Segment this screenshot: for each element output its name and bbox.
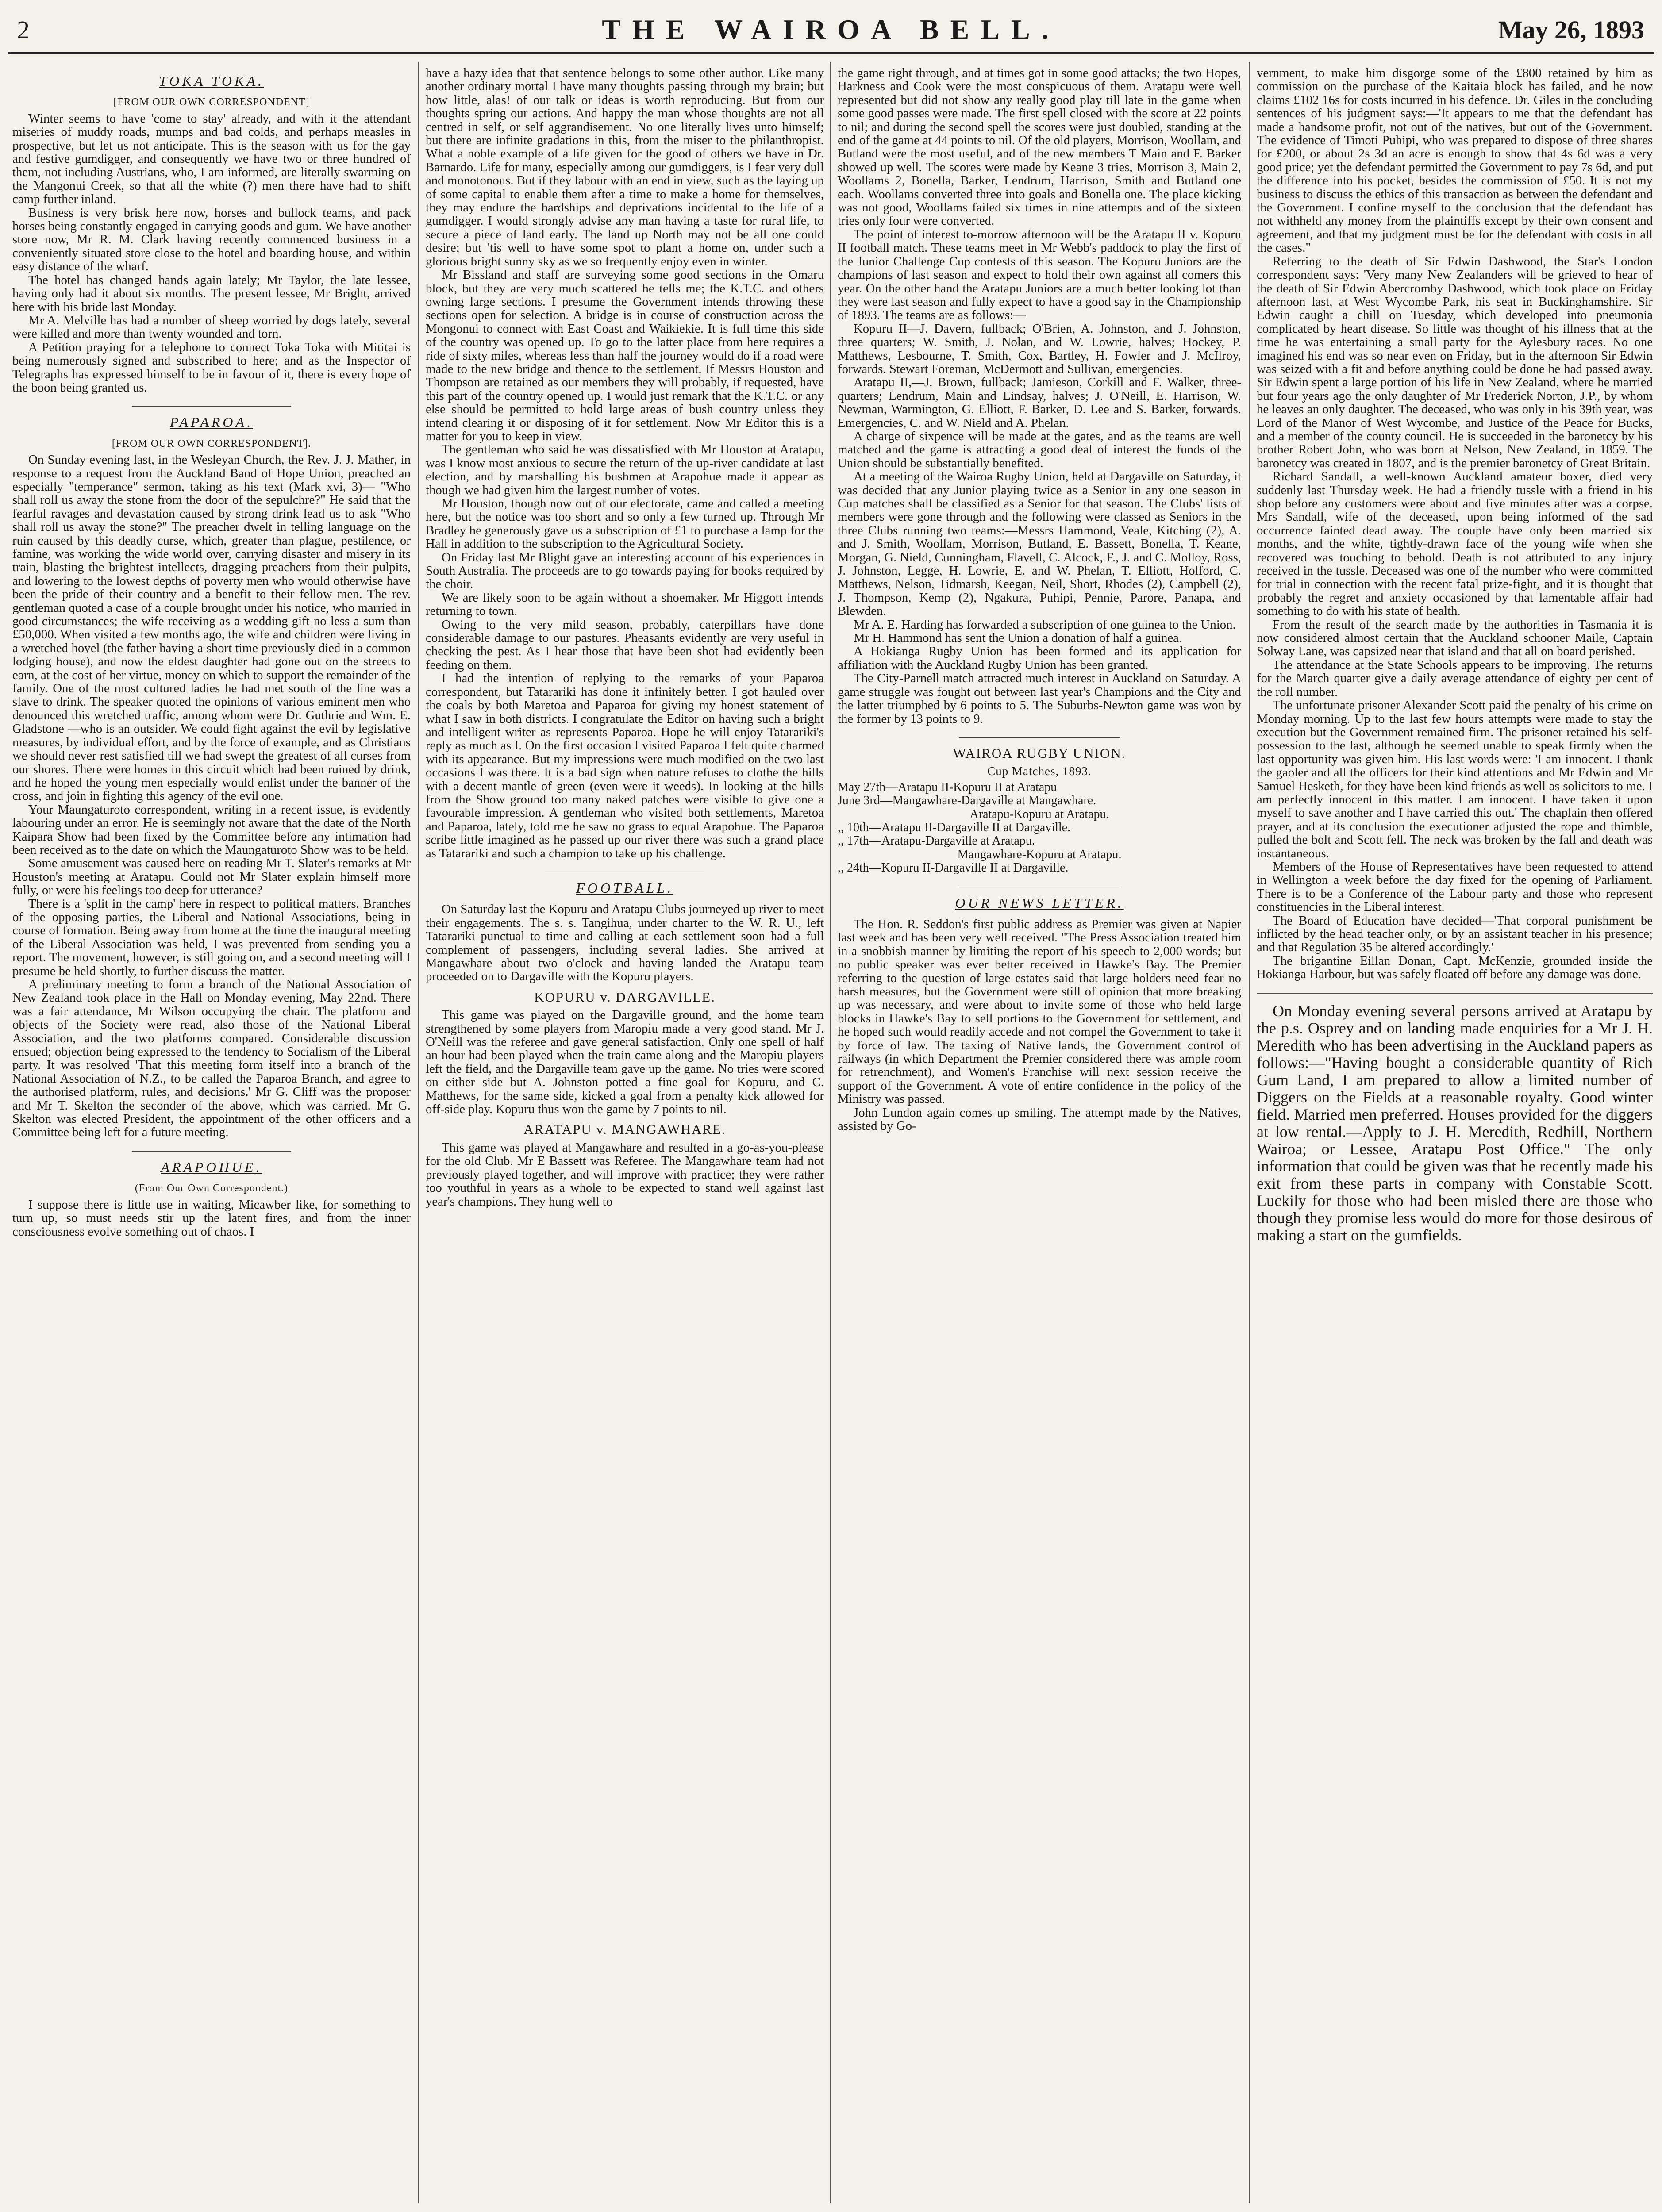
fixture-item: Aratapu-Kopuru at Aratapu. [970, 807, 1109, 821]
column-3 [838, 66, 1241, 2199]
article-paragraph: At a meeting of the Wairoa Rugby Union, held at Dargaville on Saturday, it was decided that any Junior playing twice as a Senior in any one season in Cup matches shall be classified as a Senior for that season. The Clubs' lists of members were gone through and the following were classed as Seniors in the three Clubs running two teams:—Messrs Hammond, Veale, Kitching (2), A. and J. Smith, Woollam, Morrison, Butland, E. Bassett, Bonella, T. Keane, Morgan, G. Nield, Cunningham, Flavell, C. Alcock, F., J. and C. Molloy, Ross, J. Johnston, Legge, H. Lowrie, E. and W. Phelan, T. Elliott, Holford, C. Matthews, Nelson, Tidmarsh, Keegan, Neil, Short, Rhodes (2), Campbell (2), J. Thompson, Kemp (2), Ngakura, Puhipi, Pennie, Parore, Panapa, and Blewden. [838, 469, 1241, 618]
article-paragraph: The point of interest to-morrow afternoon will be the Aratapu II v. Kopuru II football match. These teams meet in Mr Webb's paddock to play the first of the Junior Challenge Cup contests of this season. The Kopuru Juniors are the champions of last season and expect to hold their own against all comers this year. On the other hand the Aratapu Juniors are a much better looking lot than they were last season and fully expect to have a good say in the Championship of 1893. The teams are as follows:— [838, 227, 1241, 323]
issue-date: May 26, 1893 [1498, 15, 1644, 44]
article-paragraph: Owing to the very mild season, probably, caterpillars have done considerable damage to our pastures. Pheasants evidently are very useful in checking the pest. As I hear those that have been shot had evidently been feeding on them. [426, 617, 824, 672]
fixture-item: ,, 10th—Aratapu II-Dargaville II at Dargaville. [838, 820, 1071, 834]
fixture-item: ,, 17th—Aratapu-Dargaville at Aratapu. [838, 834, 1035, 848]
subheading-aratapu-mangawhare: ARATAPU v. MANGAWHARE. [523, 1121, 726, 1137]
fixture-item: Mangawhare-Kopuru at Aratapu. [957, 847, 1122, 861]
page-number: 2 [17, 15, 30, 44]
article-paragraph: Mr Houston, though now out of our electorate, came and called a meeting here, but the notice was too short and so only a few turned up. Through Mr Bradley he generously gave us a subscription of £1 to purchase a lamp for the Hall in addition to the subscription to the Agricultural Society. [426, 496, 824, 551]
fixtures-subtitle: Cup Matches, 1893. [987, 764, 1092, 778]
article-paragraph: The City-Parnell match attracted much interest in Auckland on Saturday. A game struggle was fought out between last year's Champions and the City and the latter triumphed by 6 points to 5. The Suburbs-Newton game was won by the former by 13 points to 9. [838, 671, 1241, 726]
article-paragraph: Business is very brisk here now, horses and bullock teams, and pack horses being constantly engaged in carrying goods and gum. We have another store now, Mr R. M. Clark having recently commenced business in a conveniently situated store close to the hotel and boarding house, and within easy distance of the wharf. [12, 205, 411, 274]
section-heading-news-letter: OUR NEWS LETTER. [955, 895, 1124, 911]
article-paragraph: This game was played on the Dargaville ground, and the home team strengthened by some players from Maropiu made a very good stand. Mr J. O'Neill was the referee and gave general satisfaction. Only one spell of half an hour had been played when the train came along and the Maropiu players left the field, and the Dargaville team gave up the game. No tries were scored on either side but A. Johnston potted a fine goal for Kopuru, and C. Matthews, for the same side, kicked a goal from a penalty kick allowed for off-side play. Kopuru thus won the game by 7 points to nil. [426, 1008, 824, 1117]
column-divider [830, 62, 831, 2203]
article-paragraph: The brigantine Eillan Donan, Capt. McKenzie, grounded inside the Hokianga Harbour, but was safely floated off before any damage was done. [1257, 953, 1653, 982]
section-divider [1257, 993, 1653, 994]
section-divider [132, 406, 291, 407]
article-paragraph: Mr A. E. Harding has forwarded a subscription of one guinea to the Union. [854, 617, 1236, 632]
article-paragraph: vernment, to make him disgorge some of the £800 retained by him as commission on the purchase of the Kaitaia block has failed, and he now claims £102 16s for costs incurred in his defence. Dr. Giles in the concluding sentences of his judgment says:—'It appears to me that the defendant has made a handsome profit, not out of the natives, but out of the Government. The evidence of Timoti Puhipi, who was prepared to dispose of three shares for £200, or about 2s 3d an acre is enough to show that 4s 6d was a very good price; yet the defendant permitted the Government to pay 7s 6d, and put the difference into his pocket, besides the commission of £50. It is not my business to discuss the ethics of this transaction as between the defendant and the Government. I confine myself to the conclusion that the defendant has not withheld any money from the plaintiffs except by their own consent and agreement, and that my judgment must be for the defendant with costs in all the cases." [1257, 66, 1653, 255]
article-paragraph: Mr H. Hammond has sent the Union a donation of half a guinea. [854, 631, 1182, 645]
article-paragraph: On Saturday last the Kopuru and Aratapu Clubs journeyed up river to meet their engagements. The s. s. Tangihua, under charter to the W. R. U., left Tatarariki punctual to time and calling at each settlement soon had a full complement of passengers, including several ladies. She arrived at Mangawhare about two o'clock and having landed the Aratapu team proceeded on to Dargaville with the Kopuru players. [426, 902, 824, 984]
article-paragraph: Richard Sandall, a well-known Auckland amateur boxer, died very suddenly last Thursday week. He had a friendly tussle with a friend in his shop before any customers were about and five minutes after was a corpse. Mrs Sandall, wife of the deceased, upon being informed of the sad occurrence fainted dead away. The couple have only been married six months, and the white, tightly-drawn face of the young wife when she recovered was touching to behold. Death is not attributed to any injury received in the tussle. Deceased was one of the number who were committed for trial in connection with the recent fatal prize-fight, and it is thought that probably the regret and anxiety occasioned by that lamentable affair had something to do with his state of health. [1257, 469, 1653, 618]
article-paragraph: From the result of the search made by the authorities in Tasmania it is now considered almost certain that the Auckland schooner Maile, Captain Solway Lane, was capsized near that island and that all on board perished. [1257, 617, 1653, 659]
column-2 [426, 66, 824, 2199]
team-list: Kopuru II—J. Davern, fullback; O'Brien, A. Johnston, and J. Johnston, three quarters; W. Smith, J. Nolan, and W. Lowrie, halves; Hockey, P. Matthews, Lesbourne, T. Smith, Cox, Bartley, H. Fowler and J. McIlroy, forwards. Stewart Foreman, McDermott and Sullivan, emergencies. [838, 321, 1241, 376]
subheading-kopuru-dargaville: KOPURU v. DARGAVILLE. [534, 989, 716, 1005]
fixture-item: June 3rd—Mangawhare-Dargaville at Mangawhare. [838, 794, 1096, 808]
article-paragraph: Winter seems to have 'come to stay' already, and with it the attendant miseries of muddy roads, mumps and bad colds, and perhaps measles in prospective, but let us not anticipate. This is the season with us for the gay and festive gumdigger, and consequently we have two or three hundred of them, not including Austrians, who, I am informed, are literally swarming on the Mangonui Creek, so that all the white (?) men there have had to shift camp further inland. [12, 111, 411, 207]
article-paragraph: Mr Bissland and staff are surveying some good sections in the Omaru block, but they are very much scattered he tells me; the K.T.C. and others owning large sections. I presume the Government intends throwing these sections open for selection. A bridge is in course of construction across the Mongonui to connect with East Coast and Waikiekie. It is full time this side of the country was opened up. To go to the latter place from here requires a ride of sixty miles, whereas less than half the journey would do if a road were made to the new bridge and thence to the settlement. If Messrs Houston and Thompson are retained as our members they will probably, if requested, have this part of the country opened up. I would just remark that the K.T.C. or any else should be permitted to hold large areas of bush country unless they intend clearing it or disposing of it for settlement. Now Mr Editor this is a matter for you to keep in view. [426, 268, 824, 443]
article-paragraph: The unfortunate prisoner Alexander Scott paid the penalty of his crime on Monday morning. Up to the last few hours attempts were made to stay the execution but the Government remained firm. The prisoner retained his self-possession to the last, although he seemed unable to speak firmly when the last opportunity was given him. His last words were: 'I am innocent. I thank the gaoler and all the officers for their kind attentions and Mr Edwin and Mr Samuel Hesketh, for they have been kind friends as well as solicitors to me. I am perfectly innocent in this matter. I am innocent. I have taken it upon myself to save another and I have carried this out.' The chaplain then offered prayer, and at its conclusion the executioner adjusted the rope and thimble, pulled the bolt and Scott fell. The neck was broken by the fall and death was instantaneous. [1257, 698, 1653, 860]
article-paragraph: I suppose there is little use in waiting, Micawber like, for something to turn up, so must needs stir up the latent fires, and from the inner consciousness evolve something out of chaos. I [12, 1197, 411, 1239]
article-paragraph: The Hon. R. Seddon's first public address as Premier was given at Napier last week and has been very well received. "The Press Association treated him in a snobbish manner by limiting the report of his speech to 2,000 words; but no public speaker was ever better received in Hawke's Bay. The Premier referring to the question of large estates said that large holders need fear no harsh measures, but the Government were still of opinion that more breaking up was necessary, and were about to invite some of those who held large blocks in Hawke's Bay to sell portions to the Government for settlement, and he hoped such would readily accede and not compel the Government to take it by force of law. The taxing of Native lands, the Government control of railways (in which Department the Premier considered there was ample room for retrenchment), and Women's Franchise will next session receive the support of the Government. A vote of entire confidence in the policy of the Ministry was passed. [838, 917, 1241, 1106]
article-paragraph: I had the intention of replying to the remarks of your Paparoa correspondent, but Tatarariki has done it infinitely better. I got hauled over the coals by both Maretoa and Paparoa for giving my honest statement of what I saw in both districts. I congratulate the Editor on having such a bright and intelligent writer as represents Paparoa. Hope he will enjoy Tatarariki's reply as much as I. On the first occasion I visited Paparoa I felt quite charmed with its appearance. But my impressions were much modified on the two last occasions I was there. It is a bad sign when nature refuses to clothe the hills with a decent mantle of green (even were it weeds). In looking at the hills from the Show ground too many naked patches were visible to give one a favourable impression. A gentleman who visited both settlements, Maretoa and Paparoa, lately, told me he saw no grass to equal Arapohue. The Paparoa scribe little imagined as he passed up our river there was such a grand place as Tatarariki and such a champion to take up his challenge. [426, 671, 824, 860]
article-paragraph: On Sunday evening last, in the Wesleyan Church, the Rev. J. J. Mather, in response to a request from the Auckland Band of Hope Union, preached an especially "temperance" sermon, taking as his text (Mark xvi, 3)— "Who shall roll us away the stone from the door of the sepulchre?" He said that the fearful ravages and devastation caused by strong drink lead us to ask "Who shall roll us away the stone?" The preacher dwelt in telling language on the ruin caused by this deadly curse, which, greater than plague, pestilence, or famine, was working the wide world over, carrying disaster and misery in its train, blasting the brightest intellects, dragging preachers from their pulpits, and lowering to the lowest depths of poverty men who would otherwise have been the pride of their country and a benefit to their fellow men. The rev. gentleman quoted a case of a couple brought under his notice, who married in good circumstances; the wife receiving as a wedding gift no less a sum than £50,000. When visited a few months ago, the wife and children were living in a wretched hovel (the father having a short time previously died in a common lodging house), and now the eldest daughter had gone out on the streets to earn, at the cost of her virtue, money on which to support the remainder of the family. One of the most cultured ladies he had met south of the line was a slave to drink. The speaker quoted the opinions of various eminent men who denounced this wretched traffic, among whom were Dr. Guthrie and Wm. E. Gladstone —who is an outsider. We could fight against the evil by legislative measures, by individual effort, and by the force of example, and as Christians we should never rest satisfied till we had swept the greatest of all curses from our shores. There were homes in this circuit which had been ruined by drink, and he hoped the young men especially would enlist under the banner of the cross, and join in fighting this agency of the evil one. [12, 453, 411, 803]
team-list: Aratapu II,—J. Brown, fullback; Jamieson, Corkill and F. Walker, three-quarters; Lendrum, Main and Lindsay, halves; J. O'Neill, E. Harrison, W. Newman, Warmington, G. Elliott, F. Barker, D. Lee and S. Barker, forwards. Emergencies, C. and W. Nield and A. Phelan. [838, 375, 1241, 430]
masthead-rule [8, 52, 1654, 54]
article-paragraph: John Lundon again comes up smiling. The attempt made by the Natives, assisted by Go- [838, 1105, 1241, 1133]
advertisement-notice: On Monday evening several persons arrived at Aratapu by the p.s. Osprey and on landing made enquiries for a Mr J. H. Meredith who has been advertising in the Auckland papers as follows:—"Having bought a considerable quantity of Rich Gum Land, I am prepared to allow a limited number of Diggers on the Fields at a reasonable royalty. Good winter field. Married men preferred. Houses provided for the diggers at low rental.—Apply to J. H. Meredith, Redhill, Northern Wairoa; or Lessee, Aratapu Post Office." The only information that could be given was that he recently made his exit from these parts in company with Constable Scott. Luckily for those who had been misled there are those who though they promise less would do more for those desirous of making a start on the gumfields. [1257, 1002, 1653, 1244]
subheading-wairoa-rugby-union: WAIROA RUGBY UNION. [953, 745, 1126, 761]
article-paragraph: A Petition praying for a telephone to connect Toka Toka with Mititai is being numerously signed and subscribed to here; and as the Inspector of Telegraphs has expressed himself to be in favour of it, there is every hope of the boon being granted us. [12, 340, 411, 395]
fixture-list [838, 781, 1241, 875]
section-heading-toka-toka: TOKA TOKA. [159, 73, 264, 89]
article-paragraph: A Hokianga Rugby Union has been formed and its application for affiliation with the Auckland Rugby Union has been granted. [838, 644, 1241, 672]
article-paragraph: Your Maungaturoto correspondent, writing in a recent issue, is evidently labouring under an error. He is seemingly not aware that the date of the North Kaipara Show had been fixed by the Committee before any intimation had been received as to the date on which the Maungaturoto Show was to be held. [12, 802, 411, 857]
fixture-item: May 27th—Aratapu II-Kopuru II at Aratapu [838, 780, 1057, 794]
article-paragraph: Referring to the death of Sir Edwin Dashwood, the Star's London correspondent says: 'Very many New Zealanders will be grieved to hear of the death of Sir Edwin Abercromby Dashwood, which took place on Friday afternoon last, at West Wycombe Park, his seat in Buckinghamshire. Sir Edwin caught a chill on Tuesday, which developed into pneumonia complicated by heart disease. So little was thought of his illness that at the time he was entertaining a small party for the Aylesbury races. No one imagined his end was so near even on Friday, but in the afternoon Sir Edwin was seized with a fit and before anything could be done he had passed away. Sir Edwin spent a large portion of his life in New Zealand, where he married but four years ago the only daughter of Mr Frederick Norton, J.P., by whom he leaves an only daughter. The deceased, who was only in his 39th year, was Lord of the Manor of West Wycombe, and Justice of the Peace for Bucks, and a member of the county council. He is succeeded in the baronetcy by his brother Robert John, who was born at Nelson, New Zealand, in 1859. The baronetcy was created in 1807, and is the premier baronetcy of Great Britain. [1257, 254, 1653, 470]
article-paragraph: There is a 'split in the camp' here in respect to political matters. Branches of the opposing parties, the Liberal and National Associations, being in course of formation. Being away from home at the time the inaugural meeting of the Liberal Association was held, I was prevented from sending you a report. The movement, however, is still going on, and a second meeting will I presume be held shortly, to further discuss the matter. [12, 896, 411, 978]
column-divider [418, 62, 419, 2203]
article-paragraph: Some amusement was caused here on reading Mr T. Slater's remarks at Mr Houston's meeting at Aratapu. Could not Mr Slater explain himself more fully, or were his feelings too deep for utterance? [12, 856, 411, 898]
fixture-item: ,, 24th—Kopuru II-Dargaville II at Dargaville. [838, 861, 1069, 875]
article-paragraph: A charge of sixpence will be made at the gates, and as the teams are well matched and the game is attracting a good deal of interest the funds of the Union should be substantially benefited. [838, 429, 1241, 470]
column-divider [1249, 62, 1250, 2203]
article-paragraph: the game right through, and at times got in some good attacks; the two Hopes, Harkness and Cook were the most conspicuous of them. Aratapu were well represented but did not show any really good play till late in the game when some good passes were made. The first spell closed with the score at 22 points to nil; and during the second spell the scores were just doubled, standing at the end of the game at 44 points to nil. Of the old players, Morrison, Woollam, and Butland were the most useful, and of the new members T Main and F. Barker showed up well. The scores were made by Keane 3 tries, Morrison 3, Main 2, Woollams 2, Bonella, Barker, Lendrum, Harrison, Smith and Butland one each. Woollams converted three into goals and Bonella one. The place kicking was not good, Woollams failed six times in nine attempts and of the sixteen tries only four were converted. [838, 66, 1241, 228]
article-paragraph: The gentleman who said he was dissatisfied with Mr Houston at Aratapu, was I know most anxious to secure the return of the up-river candidate at last election, and by marshalling his bushmen at Arapohue made it appear as though we had given him the largest number of votes. [426, 442, 824, 497]
article-paragraph: The attendance at the State Schools appears to be improving. The returns for the March quarter give a daily average attendance of eighty per cent of the roll number. [1257, 657, 1653, 699]
correspondent-line: [FROM OUR OWN CORRESPONDENT] [113, 96, 310, 108]
article-paragraph: Mr A. Melville has had a number of sheep worried by dogs lately, several were killed and more than twenty wounded and torn. [12, 313, 411, 341]
newspaper-title: THE WAIROA BELL. [602, 14, 1060, 45]
section-divider [132, 1151, 291, 1152]
article-paragraph: We are likely soon to be again without a shoemaker. Mr Higgott intends returning to town. [426, 590, 824, 618]
article-paragraph: have a hazy idea that that sentence belongs to some other author. Like many another ordinary mortal I have many thoughts passing through my brain; but how little, alas! of our talk or ideas is worth reproducing. But from our thoughts spring our actions. And happy the man whose thoughts are not all centred in self, or self aggrandisement. No one literally lives unto himself; but there are infinite gradations in this, from the miser to the philanthropist. What a noble example of a life given for the good of others we have in Dr. Barnardo. Life for many, especially among our gumdiggers, is I fear very dull and monotonous. But if they labour with an end in view, such as the laying up of some capital to enable them after a time to make a home for themselves, they may endure the hardships and deprivations incidental to the life of a gumdigger. I would strongly advise any man having a taste for rural life, to secure a piece of land early. The land up North may not be all one could desire; but 'tis well to have some spot to plant a home on, under such a glorious bright sunny sky as we so frequently enjoy even in winter. [426, 66, 824, 269]
column-1 [12, 66, 411, 2199]
section-heading-football: FOOTBALL. [576, 879, 674, 896]
article-paragraph: Members of the House of Representatives have been requested to attend in Wellington a week before the day fixed for the opening of Parliament. There is to be a Conference of the Labour party and those who represent constituencies in the Liberal interest. [1257, 859, 1653, 914]
section-divider [959, 737, 1120, 738]
article-paragraph: The Board of Education have decided—'That corporal punishment be inflicted by the head teacher only, or by an assistant teacher in his presence; and that Regulation 35 be altered accordingly.' [1257, 913, 1653, 955]
article-paragraph: On Friday last Mr Blight gave an interesting account of his experiences in South Australia. The proceeds are to go towards paying for books required by the choir. [426, 550, 824, 591]
article-paragraph: A preliminary meeting to form a branch of the National Association of New Zealand took place in the Hall on Monday evening, May 22nd. There was a fair attendance, Mr Wilson occupying the chair. The platform and objects of the Society were read, also those of the National Liberal Association, and the two platforms compared. Considerable discussion ensued; objection being expressed to the tendency to Socialism of the Liberal party. It was resolved 'That this meeting form itself into a branch of the National Association of N.Z., to be called the Paparoa Branch, and agree to the authorised platform, rules, and decisions.' Mr G. Cliff was the proposer and Mr T. Skelton the seconder of the above, which was carried. Mr G. Skelton was elected President, the appointment of the other officers and a Committee being left for a future meeting. [12, 977, 411, 1140]
correspondent-line: (From Our Own Correspondent.) [135, 1183, 289, 1194]
column-4 [1257, 66, 1653, 2199]
section-heading-paparoa: PAPAROA. [169, 414, 254, 430]
article-paragraph: This game was played at Mangawhare and resulted in a go-as-you-please for the old Club. Mr E Bassett was Referee. The Mangawhare team had not previously played together, and will improve with practice; they were rather too youthful in years as a whole to be expected to stand well against last year's champions. They hung well to [426, 1140, 824, 1209]
article-paragraph: The hotel has changed hands again lately; Mr Taylor, the late lessee, having only had it about six months. The present lessee, Mr Bright, arrived here with his bride last Monday. [12, 273, 411, 314]
section-heading-arapohue: ARAPOHUE. [161, 1159, 262, 1175]
masthead [8, 4, 1654, 53]
correspondent-line: [FROM OUR OWN CORRESPONDENT]. [112, 438, 312, 449]
